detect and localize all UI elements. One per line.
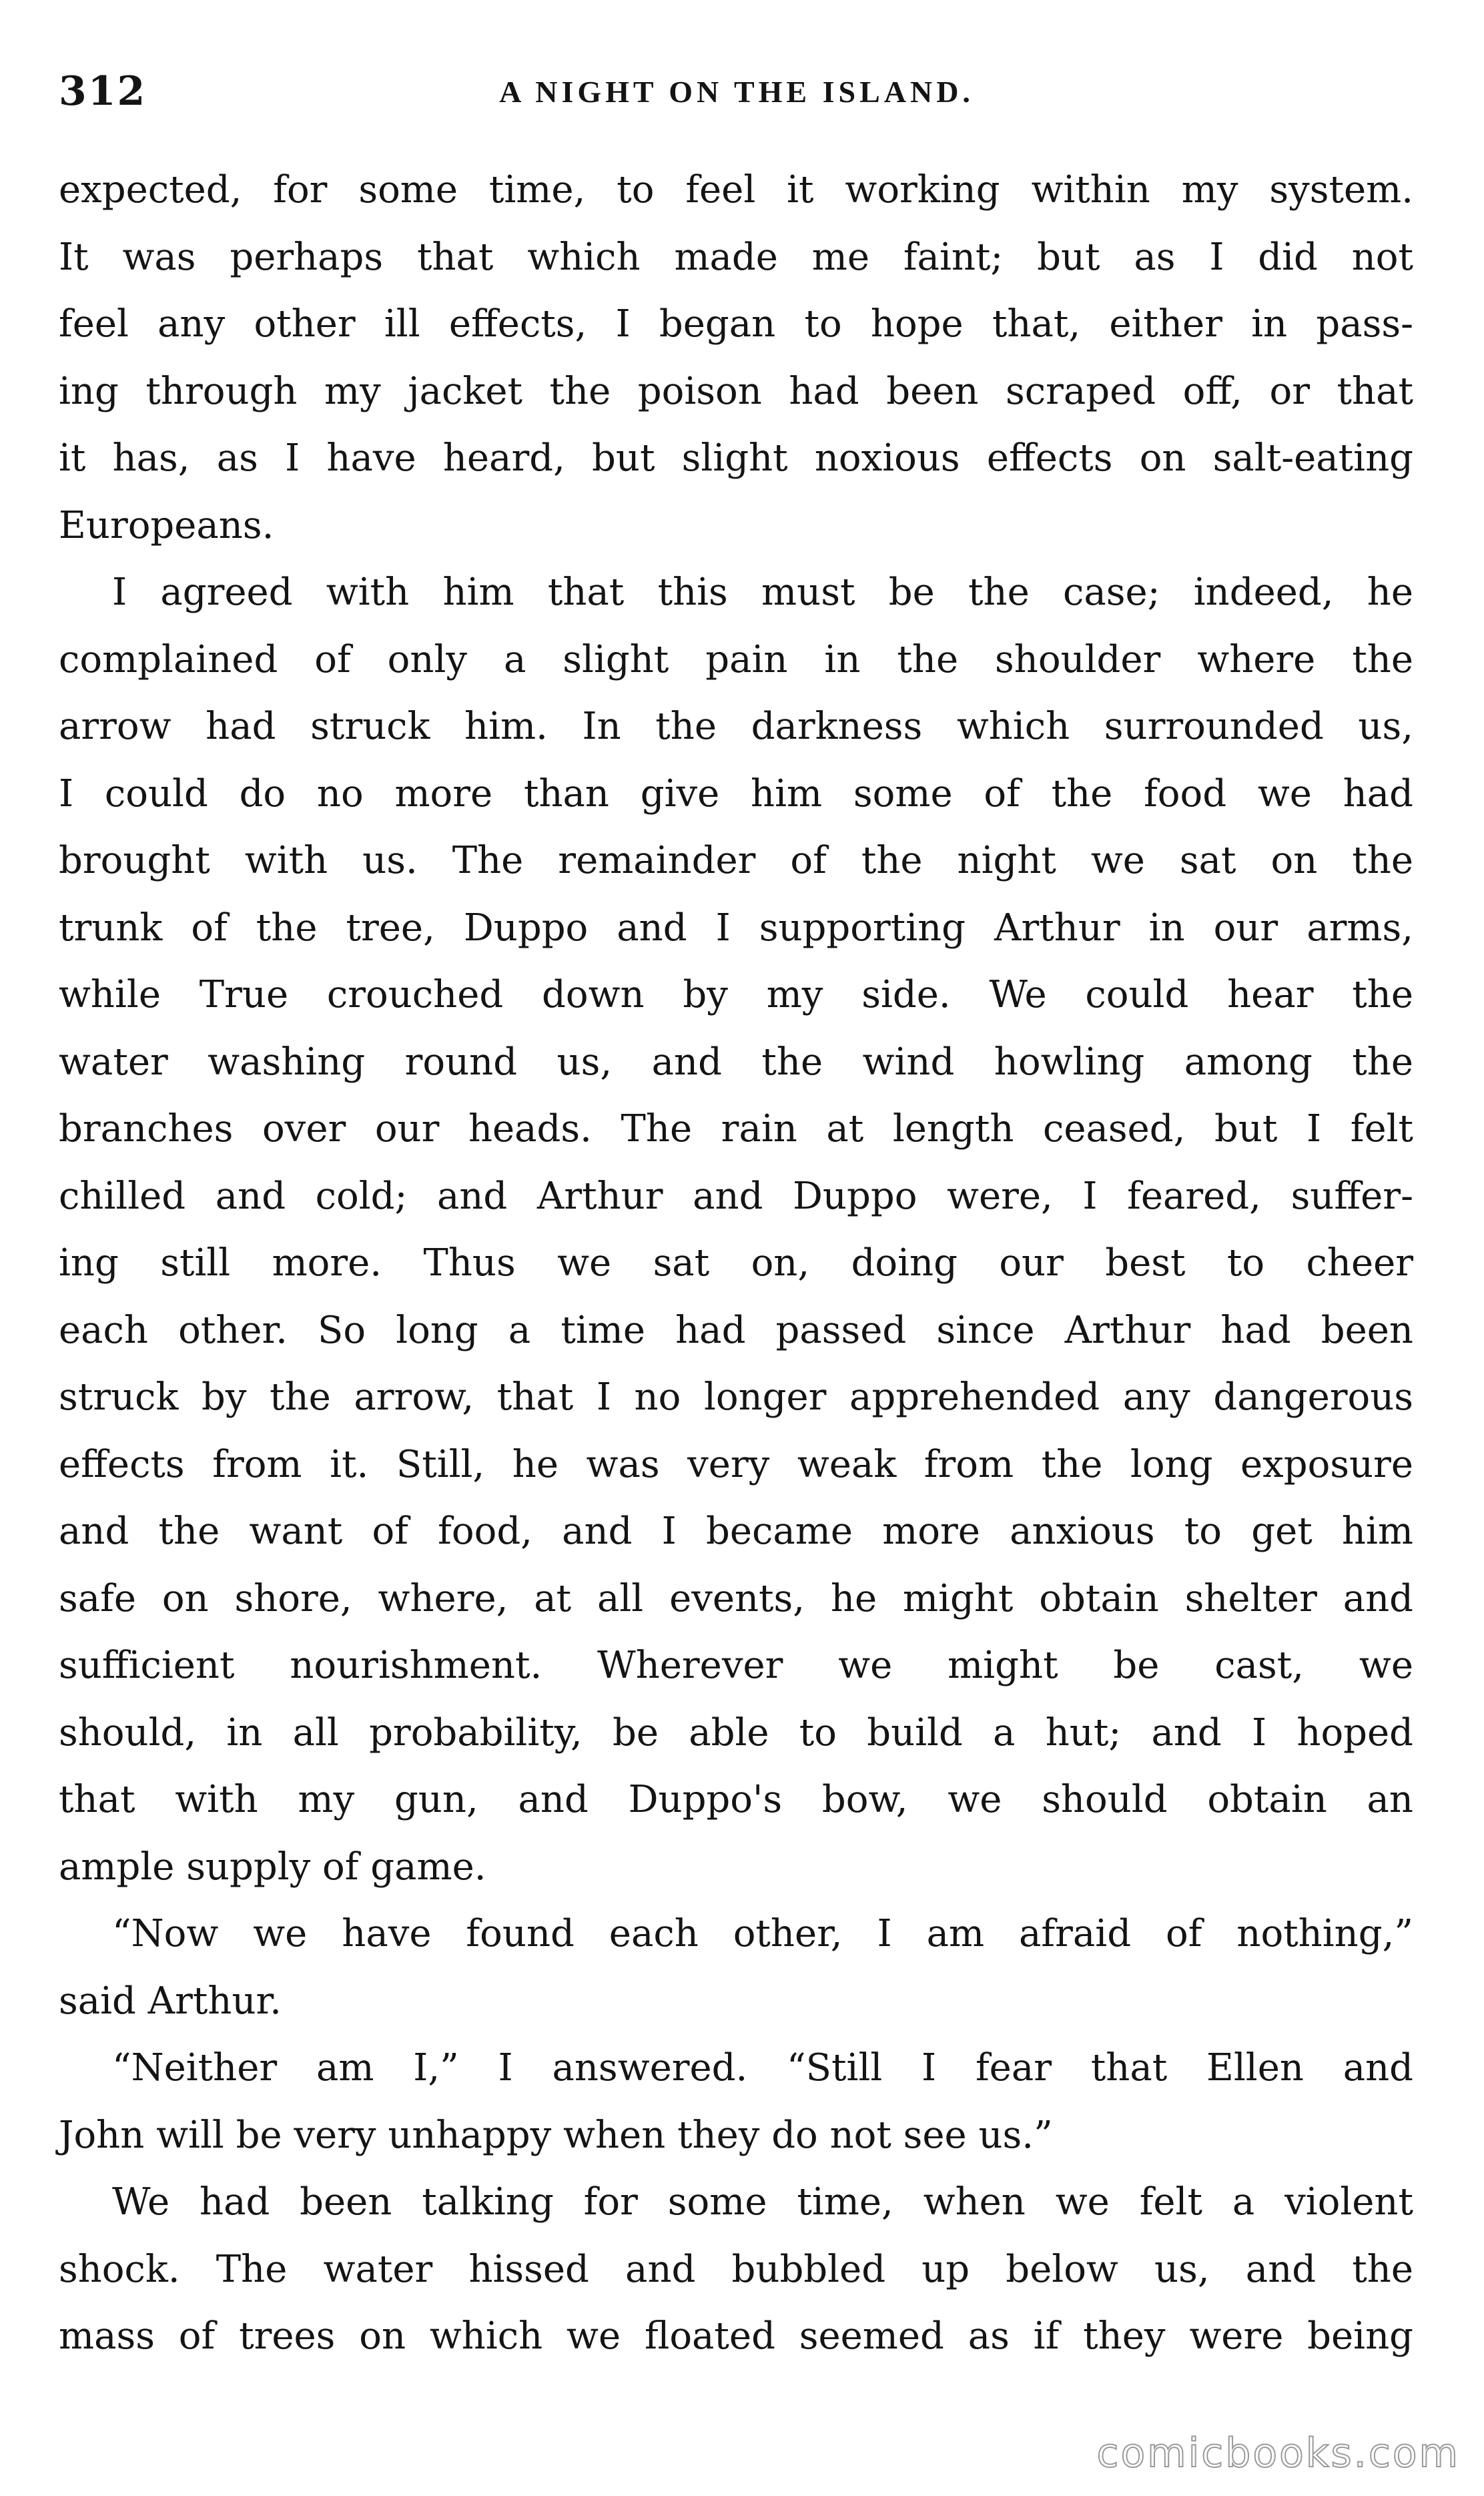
text-line: expected, for some time, to feel it working within my system. <box>59 168 1413 212</box>
text-line: Europeans. <box>59 503 274 547</box>
running-title: A NIGHT ON THE ISLAND. <box>499 75 974 109</box>
text-line: sufficient nourishment. Wherever we might be cast, we <box>59 1644 1413 1687</box>
text-line: ing through my jacket the poison had been scraped off, or that <box>59 369 1413 413</box>
text-line: should, in all probability, be able to build a hut; and I hoped <box>59 1710 1413 1755</box>
text-line: said Arthur. <box>59 1979 282 2023</box>
text-line: feel any other ill effects, I began to hope that, either in pass- <box>59 302 1413 346</box>
text-line: effects from it. Still, he was very weak from the long exposure <box>59 1442 1413 1486</box>
text-line: “Now we have found each other, I am afraid of nothing,” <box>112 1912 1413 1955</box>
text-line: mass of trees on which we floated seemed as if they were being <box>59 2314 1413 2358</box>
text-line: We had been talking for some time, when we felt a violent <box>112 2180 1413 2224</box>
text-line: safe on shore, where, at all events, he might obtain shelter and <box>59 1576 1413 1620</box>
text-line: brought with us. The remainder of the night we sat on the <box>59 839 1413 882</box>
text-line: I agreed with him that this must be the case; indeed, he <box>112 571 1413 614</box>
text-line: that with my gun, and Duppo's bow, we should obtain an <box>59 1778 1413 1821</box>
text-line: trunk of the tree, Duppo and I supporting Arthur in our arms, <box>59 906 1413 950</box>
text-line: and the want of food, and I became more anxious to get him <box>59 1510 1413 1553</box>
text-line: branches over our heads. The rain at length ceased, but I felt <box>59 1107 1413 1151</box>
text-line: while True crouched down by my side. We could hear the <box>59 973 1413 1016</box>
text-line: chilled and cold; and Arthur and Duppo were, I feared, suffer- <box>59 1174 1413 1218</box>
text-line: I could do no more than give him some of the food we had <box>59 771 1413 816</box>
text-line: struck by the arrow, that I no longer apprehended any dangerous <box>59 1375 1413 1419</box>
page-number: 312 <box>59 68 147 115</box>
body-text <box>59 157 1413 2371</box>
text-line: It was perhaps that which made me faint; but as I did not <box>59 235 1413 279</box>
text-line: complained of only a slight pain in the shoulder where the <box>59 637 1413 681</box>
text-line: ample supply of game. <box>59 1845 486 1889</box>
watermark-text: comicbooks.com <box>1096 2430 1460 2477</box>
text-line: arrow had struck him. In the darkness which surrounded us, <box>59 705 1413 748</box>
text-line: John will be very unhappy when they do not see us.” <box>59 2113 1053 2157</box>
text-line: “Neither am I,” I answered. “Still I fear that Ellen and <box>112 2046 1413 2090</box>
text-line: each other. So long a time had passed since Arthur had been <box>59 1308 1413 1352</box>
text-line: ing still more. Thus we sat on, doing our best to cheer <box>59 1241 1413 1285</box>
text-line: shock. The water hissed and bubbled up below us, and the <box>59 2247 1413 2291</box>
running-head <box>59 61 1415 121</box>
text-line: water washing round us, and the wind howling among the <box>59 1040 1413 1084</box>
text-line: it has, as I have heard, but slight noxious effects on salt-eating <box>59 436 1413 480</box>
